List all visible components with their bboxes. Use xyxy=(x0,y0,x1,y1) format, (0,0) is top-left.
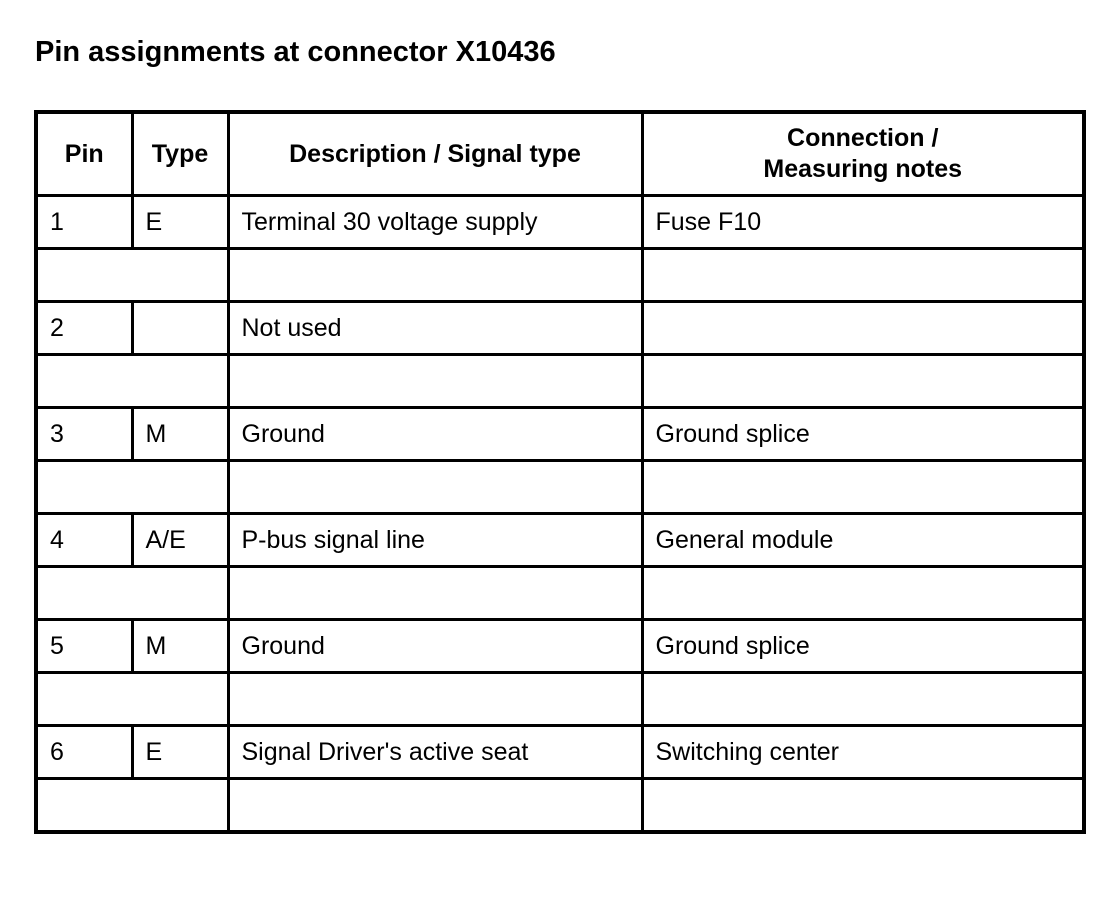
connection-cell: General module xyxy=(642,514,1084,567)
spacer-cell xyxy=(36,779,228,833)
spacer-cell xyxy=(36,673,228,726)
page-title: Pin assignments at connector X10436 xyxy=(35,36,556,68)
spacer-cell xyxy=(228,249,642,302)
type-cell xyxy=(132,302,228,355)
description-cell: Ground xyxy=(228,408,642,461)
spacer-cell xyxy=(642,779,1084,833)
pin-cell: 4 xyxy=(36,514,132,567)
spacer-cell xyxy=(228,461,642,514)
connection-cell xyxy=(642,302,1084,355)
spacer-row xyxy=(36,461,1084,514)
spacer-row xyxy=(36,355,1084,408)
spacer-cell xyxy=(228,779,642,833)
header-pin: Pin xyxy=(36,112,132,196)
spacer-cell xyxy=(36,461,228,514)
header-connection xyxy=(642,112,1084,196)
spacer-cell xyxy=(228,567,642,620)
table-row xyxy=(36,620,1084,673)
spacer-row xyxy=(36,779,1084,833)
description-cell: Not used xyxy=(228,302,642,355)
pin-cell: 3 xyxy=(36,408,132,461)
pin-cell: 5 xyxy=(36,620,132,673)
spacer-cell xyxy=(228,673,642,726)
spacer-cell xyxy=(36,567,228,620)
pin-cell: 6 xyxy=(36,726,132,779)
spacer-row xyxy=(36,567,1084,620)
spacer-cell xyxy=(642,249,1084,302)
table-row xyxy=(36,196,1084,249)
spacer-cell xyxy=(642,673,1084,726)
spacer-cell xyxy=(642,567,1084,620)
spacer-cell xyxy=(36,249,228,302)
spacer-row xyxy=(36,249,1084,302)
header-connection-line2: Measuring notes xyxy=(763,155,963,183)
connection-cell: Switching center xyxy=(642,726,1084,779)
table-row xyxy=(36,302,1084,355)
description-cell: Signal Driver's active seat xyxy=(228,726,642,779)
table-row xyxy=(36,408,1084,461)
spacer-row xyxy=(36,673,1084,726)
spacer-cell xyxy=(228,355,642,408)
type-cell: A/E xyxy=(132,514,228,567)
spacer-cell xyxy=(36,355,228,408)
table-row xyxy=(36,726,1084,779)
header-connection-line1: Connection / xyxy=(787,124,939,152)
description-cell: P-bus signal line xyxy=(228,514,642,567)
header-description: Description / Signal type xyxy=(228,112,642,196)
type-cell: E xyxy=(132,196,228,249)
spacer-cell xyxy=(642,461,1084,514)
description-cell: Terminal 30 voltage supply xyxy=(228,196,642,249)
pin-cell: 1 xyxy=(36,196,132,249)
pin-cell: 2 xyxy=(36,302,132,355)
pin-assignment-table xyxy=(34,110,1086,834)
header-type: Type xyxy=(132,112,228,196)
connection-cell: Fuse F10 xyxy=(642,196,1084,249)
table-row xyxy=(36,514,1084,567)
table-header-row xyxy=(36,112,1084,196)
description-cell: Ground xyxy=(228,620,642,673)
type-cell: M xyxy=(132,620,228,673)
spacer-cell xyxy=(642,355,1084,408)
type-cell: M xyxy=(132,408,228,461)
type-cell: E xyxy=(132,726,228,779)
connection-cell: Ground splice xyxy=(642,408,1084,461)
connection-cell: Ground splice xyxy=(642,620,1084,673)
